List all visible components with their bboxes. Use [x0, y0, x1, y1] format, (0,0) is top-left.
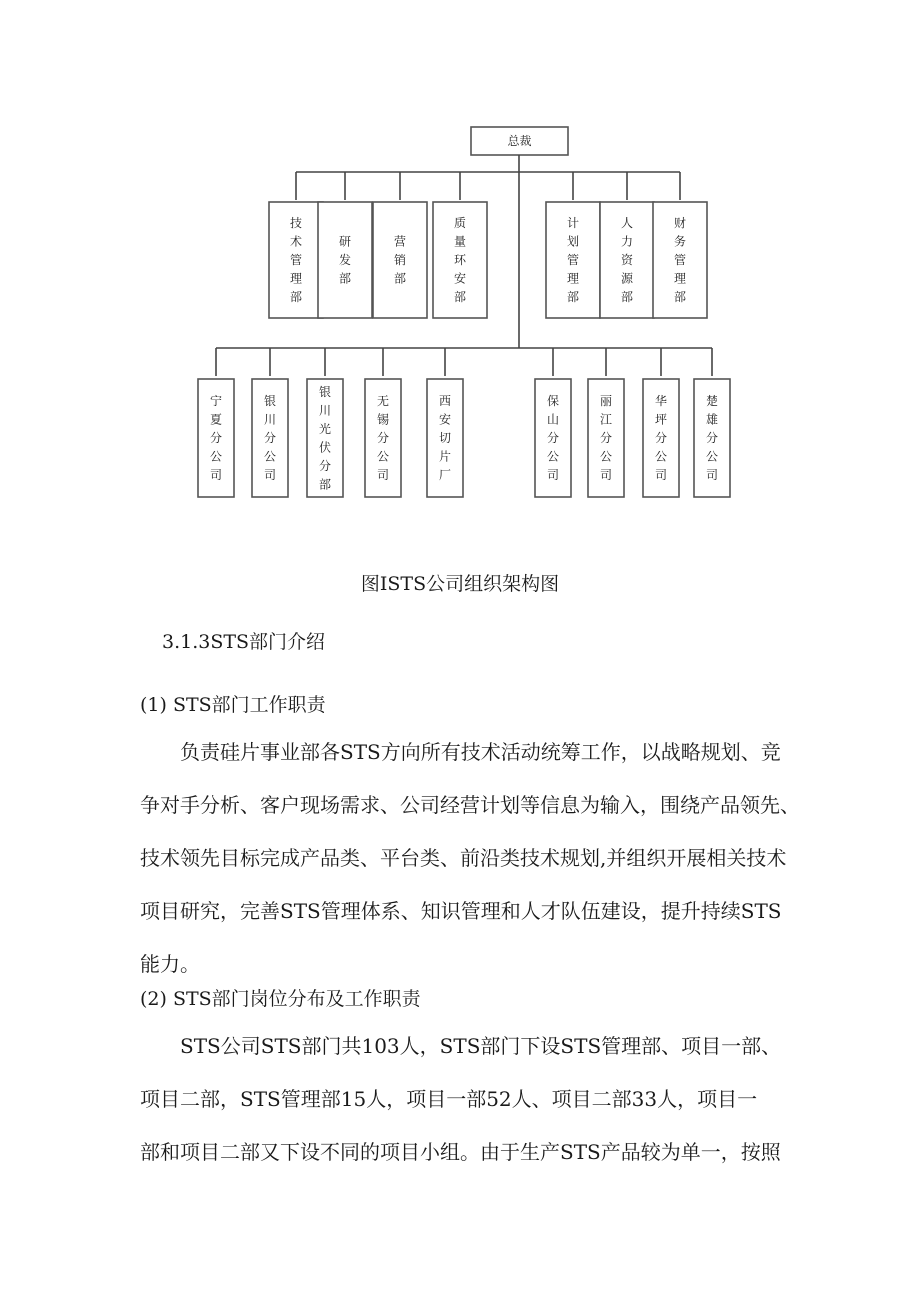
node-department	[318, 202, 372, 318]
node-branch	[365, 379, 401, 497]
svg-text:资: 资	[620, 253, 634, 267]
svg-text:宁: 宁	[209, 394, 223, 408]
svg-text:部: 部	[289, 290, 303, 304]
paragraph-line: 项目二部，STS管理部15人，项目一部52人、项目二部33人，项目一	[140, 1087, 758, 1111]
node-branch	[427, 379, 463, 497]
svg-text:银: 银	[263, 394, 277, 408]
org-chart	[0, 0, 920, 520]
subsection-2-paragraph	[140, 1020, 800, 1179]
svg-text:光: 光	[318, 421, 332, 436]
svg-text:源: 源	[620, 271, 634, 286]
svg-text:司: 司	[546, 468, 560, 482]
svg-text:分: 分	[318, 458, 332, 473]
svg-text:厂: 厂	[438, 468, 452, 482]
paragraph-line: 部和项目二部又下设不同的项目小组。由于生产STS产品较为单一，按照	[140, 1140, 781, 1164]
svg-text:研: 研	[338, 234, 352, 249]
svg-text:划: 划	[566, 234, 580, 249]
svg-text:西: 西	[438, 394, 452, 408]
svg-text:量: 量	[453, 234, 467, 249]
svg-text:公: 公	[376, 449, 390, 464]
node-department	[546, 202, 600, 318]
svg-text:保: 保	[546, 394, 560, 408]
svg-text:部: 部	[620, 290, 634, 304]
svg-text:锡: 锡	[376, 412, 390, 427]
paragraph-line: 技术领先目标完成产品类、平台类、前沿类技术规划,并组织开展相关技术	[140, 846, 787, 870]
svg-text:公: 公	[546, 449, 560, 464]
svg-text:夏: 夏	[209, 412, 223, 427]
svg-text:理: 理	[566, 271, 580, 286]
svg-text:片: 片	[438, 449, 452, 464]
svg-text:司: 司	[263, 468, 277, 482]
svg-text:丽: 丽	[599, 394, 613, 408]
section-heading: 3.1.3STS部门介绍	[162, 631, 326, 653]
svg-text:安: 安	[438, 412, 452, 427]
svg-text:江: 江	[599, 412, 613, 427]
node-branch	[643, 379, 679, 497]
svg-text:部: 部	[673, 290, 687, 304]
node-department	[600, 202, 654, 318]
svg-text:司: 司	[654, 468, 668, 482]
node-branch	[198, 379, 234, 497]
svg-text:管: 管	[289, 253, 303, 267]
svg-text:安: 安	[453, 271, 467, 286]
svg-text:公: 公	[599, 449, 613, 464]
svg-text:部: 部	[393, 271, 407, 286]
svg-text:技: 技	[289, 216, 303, 230]
node-department	[433, 202, 487, 318]
svg-text:分: 分	[705, 431, 719, 445]
svg-text:部: 部	[453, 290, 467, 304]
subsection-1-paragraph	[140, 726, 800, 991]
svg-text:切: 切	[438, 431, 452, 445]
svg-text:营: 营	[393, 234, 407, 249]
svg-text:司: 司	[599, 468, 613, 482]
svg-text:环: 环	[453, 253, 467, 267]
svg-text:雄: 雄	[705, 412, 719, 427]
figure-caption: 图ISTS公司组织架构图	[360, 573, 560, 595]
svg-text:司: 司	[376, 468, 390, 482]
svg-text:部: 部	[338, 271, 352, 286]
node-department	[373, 202, 427, 318]
svg-text:无: 无	[376, 394, 390, 408]
svg-text:司: 司	[705, 468, 719, 482]
svg-text:人: 人	[620, 216, 634, 230]
svg-text:分: 分	[546, 431, 560, 445]
svg-text:伏: 伏	[318, 440, 332, 455]
paragraph-line: 负责硅片事业部各STS方向所有技术活动统筹工作，以战略规划、竞	[180, 740, 781, 764]
svg-text:分: 分	[376, 431, 390, 445]
node-branch	[535, 379, 571, 497]
svg-text:部: 部	[318, 477, 332, 492]
svg-text:力: 力	[620, 234, 634, 249]
svg-text:理: 理	[673, 271, 687, 286]
node-branch	[252, 379, 288, 497]
svg-text:管: 管	[566, 253, 580, 267]
paragraph-line: 能力。	[140, 952, 200, 976]
svg-text:理: 理	[289, 271, 303, 286]
svg-text:质: 质	[453, 216, 467, 230]
svg-text:分: 分	[263, 431, 277, 445]
svg-text:发: 发	[338, 253, 352, 267]
node-branch	[307, 379, 343, 497]
svg-text:分: 分	[209, 431, 223, 445]
svg-text:司: 司	[209, 468, 223, 482]
subsection-1-title: (1) STS部门工作职责	[140, 694, 326, 716]
node-department	[653, 202, 707, 318]
node-branch	[588, 379, 624, 497]
svg-text:部: 部	[566, 290, 580, 304]
node-department	[269, 202, 323, 318]
svg-text:分: 分	[654, 431, 668, 445]
svg-text:公: 公	[263, 449, 277, 464]
svg-text:银: 银	[318, 384, 332, 399]
svg-text:公: 公	[654, 449, 668, 464]
svg-text:销: 销	[393, 253, 407, 267]
svg-text:财: 财	[673, 216, 687, 230]
svg-text:楚: 楚	[705, 394, 719, 408]
svg-text:坪: 坪	[654, 412, 668, 427]
svg-text:术: 术	[289, 234, 303, 249]
svg-text:公: 公	[209, 449, 223, 464]
node-root	[471, 127, 568, 155]
subsection-2-title: (2) STS部门岗位分布及工作职责	[140, 988, 421, 1010]
paragraph-line: STS公司STS部门共103人，STS部门下设STS管理部、项目一部、	[180, 1034, 782, 1058]
svg-text:分: 分	[599, 431, 613, 445]
svg-text:山: 山	[546, 412, 560, 427]
svg-text:务: 务	[673, 234, 687, 249]
node-branch	[694, 379, 730, 497]
svg-text:华: 华	[654, 394, 668, 408]
svg-text:川: 川	[263, 412, 277, 427]
svg-text:公: 公	[705, 449, 719, 464]
svg-text:计: 计	[566, 216, 580, 230]
svg-text:总裁: 总裁	[507, 134, 532, 148]
paragraph-line: 项目研究，完善STS管理体系、知识管理和人才队伍建设，提升持续STS	[140, 899, 782, 923]
svg-text:管: 管	[673, 253, 687, 267]
paragraph-line: 争对手分析、客户现场需求、公司经营计划等信息为输入，围绕产品领先、	[140, 793, 800, 817]
svg-text:川: 川	[318, 403, 332, 418]
